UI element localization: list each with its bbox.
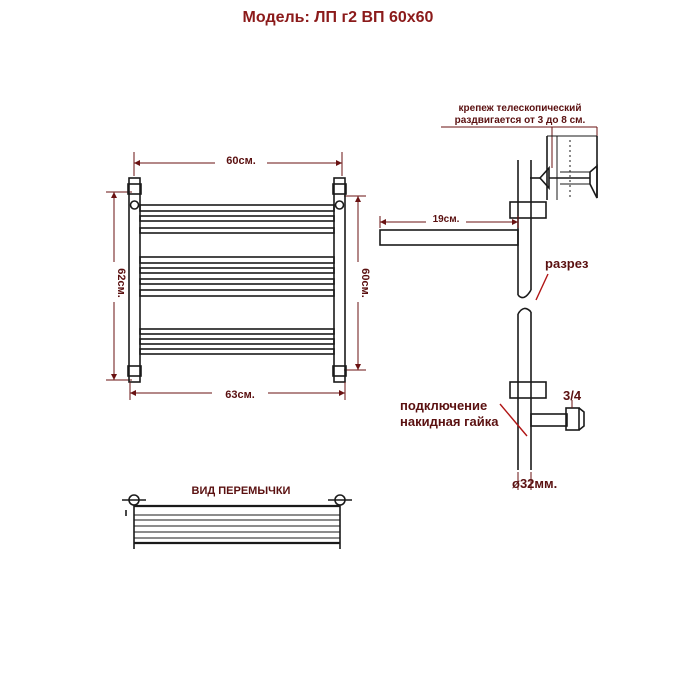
pipe-lower [518, 308, 531, 470]
connection-line2: накидная гайка [400, 414, 499, 429]
jumper-view-label: ВИД ПЕРЕМЫЧКИ [191, 485, 291, 497]
thread-label: 3/4 [563, 388, 582, 403]
dim-top-label: 60см. [226, 155, 256, 167]
dim-bottom [130, 382, 345, 401]
mount-note-line1: крепеж телескопический [458, 103, 582, 114]
dim-bottom-label: 63см. [225, 389, 255, 401]
jumper-view [122, 485, 352, 549]
connection-fitting [531, 388, 584, 430]
pipe-upper [518, 160, 531, 298]
dim-right [344, 196, 371, 370]
pipe-diameter-label: ø32мм. [512, 476, 558, 491]
rungs [140, 205, 334, 354]
bottom-clamp [510, 382, 546, 398]
dim-left-label: 62см. [115, 268, 127, 298]
top-clamp [510, 202, 546, 218]
wall-bracket [530, 136, 597, 200]
page-title: Модель: ЛП г2 ВП 60х60 [242, 9, 434, 26]
depth-arm [380, 212, 518, 245]
dim-top [134, 152, 342, 176]
dim-depth-label: 19см. [432, 214, 460, 225]
cut-label: разрез [545, 256, 589, 271]
side-view [380, 103, 597, 491]
front-view [106, 152, 371, 401]
connection-line1: подключение [400, 398, 488, 413]
dim-right-label: 60см. [359, 268, 371, 298]
mount-note-line2: раздвигается от 3 до 8 см. [454, 115, 586, 126]
dim-left [106, 192, 132, 380]
